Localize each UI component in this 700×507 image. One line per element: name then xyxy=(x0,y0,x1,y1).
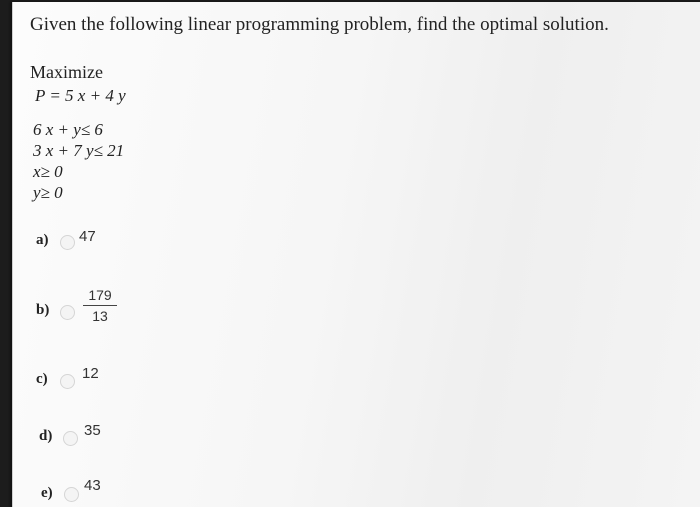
option-e-letter: e) xyxy=(41,485,53,501)
option-b-numerator: 179 xyxy=(88,287,112,303)
option-a-value: 47 xyxy=(79,228,96,245)
option-d-radio[interactable] xyxy=(63,431,78,446)
constraint-1: 6 x + y≤ 6 xyxy=(33,120,103,139)
constraint-3: x≥ 0 xyxy=(33,162,63,181)
constraint-4: y≥ 0 xyxy=(33,183,63,202)
option-a-letter: a) xyxy=(36,232,49,248)
option-b-radio[interactable] xyxy=(60,305,75,320)
objective-label: Maximize xyxy=(30,62,103,82)
fraction-bar xyxy=(83,305,117,306)
option-e-radio[interactable] xyxy=(64,487,79,502)
option-d-letter: d) xyxy=(39,428,53,444)
option-a-radio[interactable] xyxy=(60,235,75,250)
option-c-value: 12 xyxy=(82,365,99,382)
option-b-denominator: 13 xyxy=(92,308,108,324)
constraint-2: 3 x + 7 y≤ 21 xyxy=(33,141,125,160)
option-c-radio[interactable] xyxy=(60,374,75,389)
question-text: Given the following linear programming problem, find the optimal solution. xyxy=(30,14,609,35)
option-e-value: 43 xyxy=(84,477,101,494)
option-b-fraction xyxy=(83,287,117,324)
option-c-letter: c) xyxy=(36,371,48,387)
objective-function: P = 5 x + 4 y xyxy=(35,86,126,105)
option-d-value: 35 xyxy=(84,422,101,439)
question-page xyxy=(12,2,700,507)
option-b-letter: b) xyxy=(36,302,50,318)
